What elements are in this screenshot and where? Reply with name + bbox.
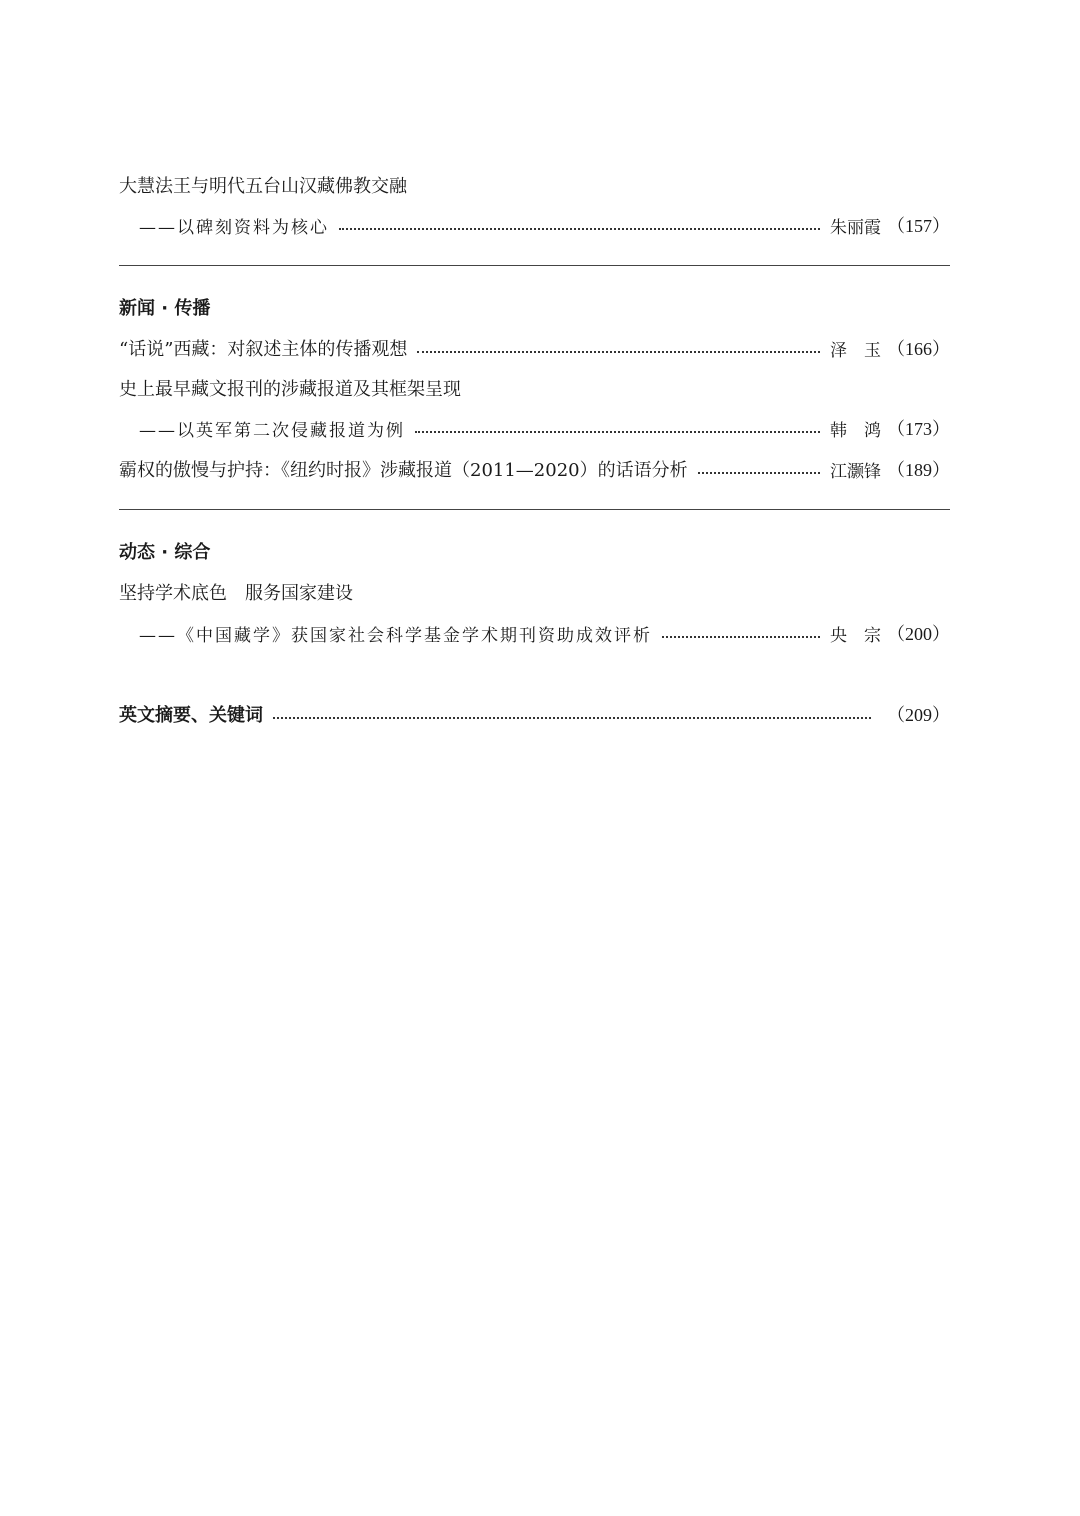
dot-leader: [417, 351, 820, 353]
entry-page-number: （166）: [887, 339, 950, 359]
entry-page-number: （189）: [887, 460, 950, 480]
toc-entry-subtitle-row[interactable]: [139, 618, 950, 648]
toc-entry-subtitle-row[interactable]: [139, 210, 950, 240]
toc-entry-abstracts[interactable]: [119, 699, 950, 729]
section-heading-news: [119, 292, 950, 322]
section-heading-text: 动态 · 综合: [119, 542, 211, 563]
entry-author: 朱丽霞: [830, 217, 881, 238]
entry-title-text: “话说”西藏：对叙述主体的传播观想: [119, 339, 408, 360]
entry-title-text: 坚持学术底色 服务国家建设: [119, 583, 353, 604]
entry-page-number: （157）: [887, 216, 950, 236]
entry-title-text: 大慧法王与明代五台山汉藏佛教交融: [119, 176, 407, 197]
entry-subtitle-text: ——以碑刻资料为核心: [139, 217, 329, 238]
entry-subtitle-text: ——以英军第二次侵藏报道为例: [139, 420, 405, 441]
section-heading-text: 新闻 · 传播: [119, 298, 211, 319]
dot-leader: [662, 636, 820, 638]
toc-entry-title[interactable]: [119, 170, 950, 200]
entry-subtitle-text: ——《中国藏学》获国家社会科学基金学术期刊资助成效评析: [139, 625, 652, 646]
dot-leader: [415, 431, 820, 433]
entry-author: 韩 鸿: [830, 420, 881, 441]
section-divider: [119, 509, 950, 510]
section-heading-text: 英文摘要、关键词: [119, 705, 263, 726]
section-heading-dynamics: [119, 536, 950, 566]
section-divider: [119, 265, 950, 266]
dot-leader: [698, 472, 820, 474]
entry-author: 央 宗: [830, 625, 881, 646]
entry-author: 泽 玉: [830, 340, 881, 361]
entry-title-text: 霸权的傲慢与护持：《纽约时报》涉藏报道（2011—2020）的话语分析: [119, 460, 688, 481]
entry-page-number: （173）: [887, 419, 950, 439]
toc-entry-row[interactable]: [119, 454, 950, 484]
toc-entry-title[interactable]: [119, 577, 950, 607]
entry-title-text: 史上最早藏文报刊的涉藏报道及其框架呈现: [119, 379, 461, 400]
entry-page-number: （209）: [887, 705, 950, 725]
entry-page-number: （200）: [887, 624, 950, 644]
toc-entry-row[interactable]: [119, 333, 950, 363]
toc-entry-subtitle-row[interactable]: [139, 413, 950, 443]
dot-leader: [339, 228, 820, 230]
entry-author: 江灏锋: [830, 461, 881, 482]
toc-entry-title[interactable]: [119, 373, 950, 403]
dot-leader: [273, 717, 871, 719]
